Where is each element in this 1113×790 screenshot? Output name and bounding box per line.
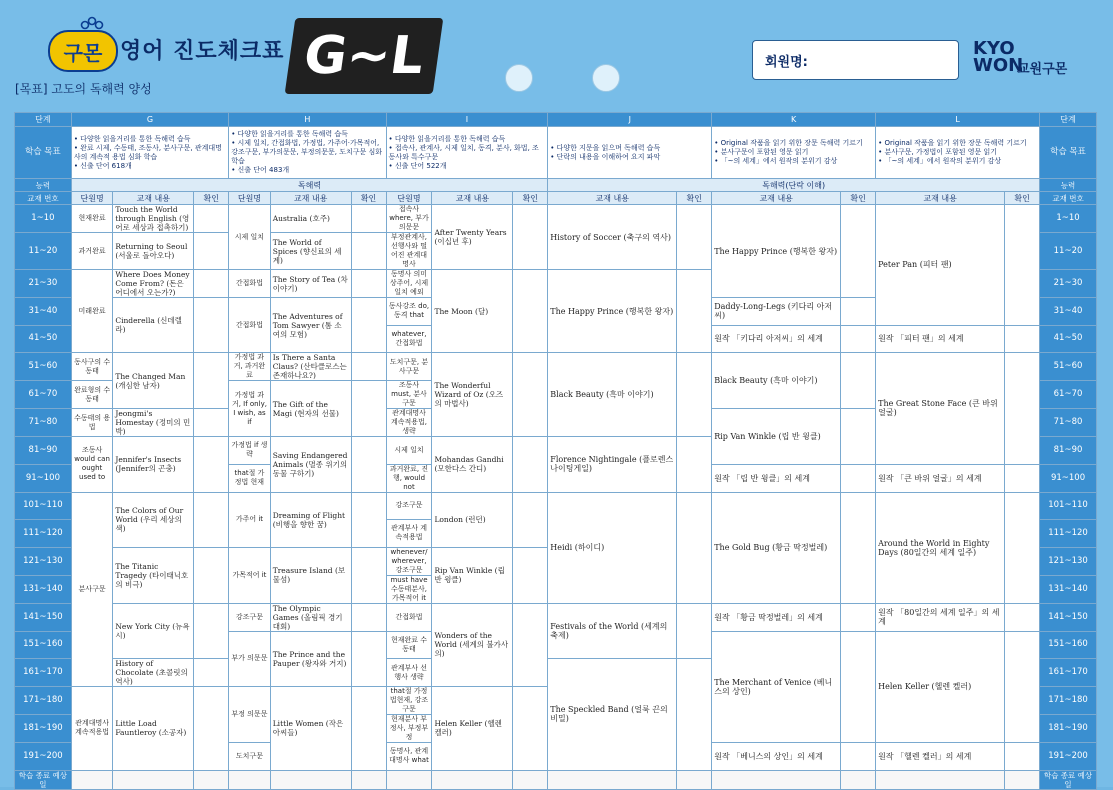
content-H_contents: The Olympic Games (올림픽 경기 대회) bbox=[270, 603, 351, 631]
number-cell: 121~130 bbox=[15, 547, 72, 575]
check-I[interactable] bbox=[513, 437, 548, 493]
check-I[interactable] bbox=[513, 687, 548, 771]
content-H_contents: Little Women (작은 아씨들) bbox=[270, 687, 351, 771]
ability-label-right: 능력 bbox=[1040, 179, 1097, 192]
check-K[interactable] bbox=[841, 464, 876, 492]
number-cell: 41~50 bbox=[15, 325, 72, 353]
number-cell-right: 1~10 bbox=[1040, 205, 1097, 233]
number-cell-right: 141~150 bbox=[1040, 603, 1097, 631]
unit-I: 관계부사 계속적용법 bbox=[386, 520, 432, 548]
content-I_contents: Helen Keller (헬렌 켈러) bbox=[432, 687, 513, 771]
number-cell-right: 151~160 bbox=[1040, 631, 1097, 659]
content-I_contents: London (런던) bbox=[432, 492, 513, 547]
unit-H: 시제 일치 bbox=[229, 205, 271, 270]
unit-H: 도치구문 bbox=[229, 743, 271, 771]
member-name-label: 회원명: bbox=[765, 55, 808, 70]
brand-kyo: KYO bbox=[973, 38, 1015, 59]
content-K_contents: 원작 「베니스의 상인」의 세계 bbox=[712, 743, 841, 771]
number-cell: 171~180 bbox=[15, 687, 72, 715]
check-K[interactable] bbox=[841, 353, 876, 409]
check-header: 확인 bbox=[841, 192, 876, 205]
goal-H: • 다양한 읽을거리를 통한 독해력 습득 • 시제 일치, 간접화법, 가정법, 가주어·가목적어, 강조구문, 부가의문문, 부정의문문, 도치구문 심화 학습 • 신출 단어 483개 bbox=[229, 127, 386, 179]
unit-H: 가목적어 it bbox=[229, 547, 271, 603]
content-I_contents: After Twenty Years (이십년 후) bbox=[432, 205, 513, 270]
check-K[interactable] bbox=[841, 603, 876, 631]
unit-H: 간접화법 bbox=[229, 270, 271, 298]
goal-I: • 다양한 읽을거리를 통한 독해력 습득 • 접속사, 관계사, 시제 일치, 동격, 분사, 화법, 조동사와 특수구문 • 신출 단어 522개 bbox=[386, 127, 548, 179]
goal-L: • Original 작품을 읽기 위한 장문 독해력 기르기 • 분사구문, 가정법이 포함된 영문 읽기 • 「~의 세계」에서 원작의 분위기 감상 bbox=[876, 127, 1040, 179]
number-cell-right: 61~70 bbox=[1040, 381, 1097, 409]
check-K[interactable] bbox=[841, 743, 876, 771]
content-L_contents: 원작 「80일간의 세계 일주」의 세계 bbox=[876, 603, 1005, 631]
content-G_contents: Jennifer's Insects (Jennifer의 곤충) bbox=[113, 437, 194, 493]
number-cell-right: 81~90 bbox=[1040, 437, 1097, 465]
number-cell: 131~140 bbox=[15, 575, 72, 603]
unit-I: 시제 일치 bbox=[386, 437, 432, 465]
content-H_contents: The Story of Tea (차 이야기) bbox=[270, 270, 351, 298]
content-J_contents: History of Soccer (축구의 역사) bbox=[548, 205, 677, 270]
unit-I: 동명사, 관계대명사 what bbox=[386, 743, 432, 771]
content-I_contents: Mohandas Gandhi (모한다스 간디) bbox=[432, 437, 513, 493]
number-cell: 101~110 bbox=[15, 492, 72, 520]
unit-H: 가정법 과거, 과거완료 bbox=[229, 353, 271, 381]
num-label: 교재 번호 bbox=[15, 192, 72, 205]
number-cell-right: 191~200 bbox=[1040, 743, 1097, 771]
number-cell: 151~160 bbox=[15, 631, 72, 659]
content-I_contents: Rip Van Winkle (립 반 윙클) bbox=[432, 547, 513, 603]
check-L[interactable] bbox=[1005, 205, 1040, 326]
check-G[interactable] bbox=[194, 298, 229, 353]
unit-I: 현재완료 수동태 bbox=[386, 631, 432, 659]
unit-I: 현재분사 부정사, 부정부정 bbox=[386, 715, 432, 743]
end-date-cell[interactable] bbox=[1005, 770, 1040, 789]
unit-I: 도치구문, 분사구문 bbox=[386, 353, 432, 381]
unit-H: that절 가정법 현재 bbox=[229, 464, 271, 492]
number-cell: 51~60 bbox=[15, 353, 72, 381]
content-I_contents: The Wonderful Wizard of Oz (오즈의 마법사) bbox=[432, 353, 513, 437]
check-H[interactable] bbox=[351, 603, 386, 631]
progress-table bbox=[14, 112, 1097, 790]
level-K: K bbox=[712, 113, 876, 127]
unit-G: 분사구문 bbox=[71, 492, 113, 687]
content-header: 교재 내용 bbox=[712, 192, 841, 205]
goal-text: [목표] 고도의 독해력 양성 bbox=[15, 82, 152, 96]
end-date-cell[interactable] bbox=[71, 770, 113, 789]
content-H_contents: Dreaming of Flight (비행을 향한 꿈) bbox=[270, 492, 351, 547]
content-G_contents: Jeongmi's Homestay (정미의 민박) bbox=[113, 409, 194, 437]
check-G[interactable] bbox=[194, 492, 229, 547]
content-G_contents: Where Does Money Come From? (돈은 어디에서 오는가?) bbox=[113, 270, 194, 298]
check-header: 확인 bbox=[194, 192, 229, 205]
content-L_contents: 원작 「헬렌 켈러」의 세계 bbox=[876, 743, 1005, 771]
content-L_contents: 원작 「큰 바위 얼굴」의 세계 bbox=[876, 464, 1005, 492]
logo-decoration-icon bbox=[80, 16, 104, 30]
unit-H: 부정 의문문 bbox=[229, 687, 271, 743]
content-H_contents: Is There a Santa Claus? (산타클로스는 존재하나요?) bbox=[270, 353, 351, 381]
check-header: 확인 bbox=[1005, 192, 1040, 205]
number-cell: 141~150 bbox=[15, 603, 72, 631]
content-L_contents: 원작 「피터 팬」의 세계 bbox=[876, 325, 1005, 353]
unit-I: 동사강조 do, 동격 that bbox=[386, 298, 432, 326]
number-cell-right: 51~60 bbox=[1040, 353, 1097, 381]
unit-I: 강조구문 bbox=[386, 492, 432, 520]
binder-hole-left bbox=[505, 64, 533, 92]
level-I: I bbox=[386, 113, 548, 127]
content-G_contents: The Colors of Our World (우리 세상의 색) bbox=[113, 492, 194, 547]
content-H_contents: Treasure Island (보물섬) bbox=[270, 547, 351, 603]
content-K_contents: The Merchant of Venice (베니스의 상인) bbox=[712, 631, 841, 743]
end-date-cell[interactable] bbox=[270, 770, 351, 789]
check-J[interactable] bbox=[677, 492, 712, 603]
number-cell: 161~170 bbox=[15, 659, 72, 687]
number-cell-right: 171~180 bbox=[1040, 687, 1097, 715]
check-H[interactable] bbox=[351, 687, 386, 771]
unit-G: 조동사 would can ought used to bbox=[71, 437, 113, 493]
check-H[interactable] bbox=[351, 233, 386, 270]
unit-I: 관계부사 선행사 생략 bbox=[386, 659, 432, 687]
number-cell: 61~70 bbox=[15, 381, 72, 409]
check-J[interactable] bbox=[677, 603, 712, 659]
content-K_contents: Rip Van Winkle (립 반 윙클) bbox=[712, 409, 841, 465]
ability-GHI: 독해력 bbox=[71, 179, 547, 192]
content-K_contents: The Happy Prince (행복한 왕자) bbox=[712, 205, 841, 298]
number-cell-right: 71~80 bbox=[1040, 409, 1097, 437]
content-J_contents: The Happy Prince (행복한 왕자) bbox=[548, 270, 677, 353]
unit-header: 단원명 bbox=[386, 192, 432, 205]
content-G_contents: The Titanic Tragedy (타이태닉호의 비극) bbox=[113, 547, 194, 603]
unit-header: 단원명 bbox=[71, 192, 113, 205]
unit-H: 가정법 과거, If only, I wish, as if bbox=[229, 381, 271, 437]
unit-H: 간접화법 bbox=[229, 298, 271, 353]
check-L[interactable] bbox=[1005, 743, 1040, 771]
check-header: 확인 bbox=[677, 192, 712, 205]
content-K_contents: Daddy-Long-Legs (키다리 아저씨) bbox=[712, 298, 841, 326]
content-L_contents: The Great Stone Face (큰 바위 얼굴) bbox=[876, 353, 1005, 465]
check-L[interactable] bbox=[1005, 325, 1040, 353]
content-G_contents: History of Chocolate (초콜릿의 역사) bbox=[113, 659, 194, 687]
level-badge: G~L bbox=[285, 18, 444, 94]
content-L_contents: Around the World in Eighty Days (80일간의 세계 일주) bbox=[876, 492, 1005, 603]
content-H_contents: The Gift of the Magi (현자의 선물) bbox=[270, 381, 351, 437]
unit-G: 수동태의 용법 bbox=[71, 409, 113, 437]
number-cell: 91~100 bbox=[15, 464, 72, 492]
check-L[interactable] bbox=[1005, 631, 1040, 743]
end-date-cell[interactable] bbox=[548, 770, 677, 789]
number-cell: 21~30 bbox=[15, 270, 72, 298]
member-name-field[interactable] bbox=[752, 40, 959, 80]
check-J[interactable] bbox=[677, 353, 712, 437]
check-header: 확인 bbox=[513, 192, 548, 205]
content-I_contents: Wonders of the World (세계의 불가사의) bbox=[432, 603, 513, 687]
unit-G: 미래완료 bbox=[71, 270, 113, 353]
check-L[interactable] bbox=[1005, 492, 1040, 603]
content-header: 교재 내용 bbox=[270, 192, 351, 205]
content-J_contents: The Speckled Band (얼룩 끈의 비밀) bbox=[548, 659, 677, 771]
number-cell-right: 41~50 bbox=[1040, 325, 1097, 353]
num-label-right: 교재 번호 bbox=[1040, 192, 1097, 205]
check-K[interactable] bbox=[841, 325, 876, 353]
content-K_contents: 원작 「립 반 윙클」의 세계 bbox=[712, 464, 841, 492]
content-K_contents: The Gold Bug (황금 딱정벌레) bbox=[712, 492, 841, 603]
kumon-logo: 구몬 bbox=[48, 30, 118, 72]
level-L: L bbox=[876, 113, 1040, 127]
check-I[interactable] bbox=[513, 547, 548, 603]
content-K_contents: Black Beauty (흑마 이야기) bbox=[712, 353, 841, 409]
content-H_contents: The Prince and the Pauper (왕자와 거지) bbox=[270, 631, 351, 687]
check-H[interactable] bbox=[351, 270, 386, 298]
unit-G: 관계대명사 계속적용법 bbox=[71, 687, 113, 771]
content-header: 교재 내용 bbox=[432, 192, 513, 205]
end-date-cell[interactable] bbox=[876, 770, 1005, 789]
number-cell: 191~200 bbox=[15, 743, 72, 771]
end-date-cell[interactable] bbox=[386, 770, 432, 789]
check-H[interactable] bbox=[351, 492, 386, 547]
check-G[interactable] bbox=[194, 659, 229, 687]
end-date-cell[interactable] bbox=[513, 770, 548, 789]
unit-I: 과거완료, 진행, would not bbox=[386, 464, 432, 492]
number-cell: 1~10 bbox=[15, 205, 72, 233]
number-cell-right: 101~110 bbox=[1040, 492, 1097, 520]
kyowon-brand bbox=[973, 38, 1068, 77]
content-I_contents: The Moon (달) bbox=[432, 270, 513, 353]
binder-hole-right bbox=[592, 64, 620, 92]
check-H[interactable] bbox=[351, 298, 386, 353]
content-header: 교재 내용 bbox=[548, 192, 677, 205]
unit-I: whenever/ wherever, 강조구문 bbox=[386, 547, 432, 575]
unit-I: 부정관계사, 선행사와 떨어진 관계대명사 bbox=[386, 233, 432, 270]
number-cell: 11~20 bbox=[15, 233, 72, 270]
check-K[interactable] bbox=[841, 492, 876, 603]
unit-H: 강조구문 bbox=[229, 603, 271, 631]
unit-I: 조동사 must, 분사구문 bbox=[386, 381, 432, 409]
stage-label-right: 단계 bbox=[1040, 113, 1097, 127]
check-L[interactable] bbox=[1005, 464, 1040, 492]
unit-H: 가주어 it bbox=[229, 492, 271, 547]
unit-I: must have 수동태분사, 가목적어 it bbox=[386, 575, 432, 603]
check-H[interactable] bbox=[351, 547, 386, 603]
content-G_contents: Returning to Seoul (서울로 돌아오다) bbox=[113, 233, 194, 270]
number-cell-right: 131~140 bbox=[1040, 575, 1097, 603]
check-K[interactable] bbox=[841, 205, 876, 298]
content-L_contents: Peter Pan (피터 팬) bbox=[876, 205, 1005, 326]
check-G[interactable] bbox=[194, 233, 229, 270]
number-cell-right: 121~130 bbox=[1040, 547, 1097, 575]
unit-G: 동사구의 수동태 bbox=[71, 353, 113, 381]
check-I[interactable] bbox=[513, 353, 548, 437]
check-I[interactable] bbox=[513, 603, 548, 687]
unit-G: 과거완료 bbox=[71, 233, 113, 270]
content-L_contents: Helen Keller (헬렌 켈러) bbox=[876, 631, 1005, 743]
end-date-cell[interactable] bbox=[351, 770, 386, 789]
end-label: 학습 종료 예상일 bbox=[15, 770, 72, 789]
end-date-cell[interactable] bbox=[712, 770, 841, 789]
check-H[interactable] bbox=[351, 353, 386, 381]
check-I[interactable] bbox=[513, 492, 548, 547]
end-date-cell[interactable] bbox=[113, 770, 194, 789]
brand-korean: 교원구몬 bbox=[1017, 62, 1068, 77]
check-H[interactable] bbox=[351, 381, 386, 437]
check-G[interactable] bbox=[194, 205, 229, 233]
content-G_contents: Touch the World through English (영어로 세상과 접촉하기) bbox=[113, 205, 194, 233]
number-cell-right: 91~100 bbox=[1040, 464, 1097, 492]
unit-I: 접속사 where, 부가의문문 bbox=[386, 205, 432, 233]
number-cell: 181~190 bbox=[15, 715, 72, 743]
brand-won: WON bbox=[973, 55, 1024, 76]
unit-header: 단원명 bbox=[229, 192, 271, 205]
content-J_contents: Heidi (하이디) bbox=[548, 492, 677, 603]
content-K_contents: 원작 「황금 딱정벌레」의 세계 bbox=[712, 603, 841, 631]
content-J_contents: Festivals of the World (세계의 축제) bbox=[548, 603, 677, 659]
number-cell-right: 21~30 bbox=[1040, 270, 1097, 298]
check-G[interactable] bbox=[194, 270, 229, 298]
number-cell: 71~80 bbox=[15, 409, 72, 437]
content-K_contents: 원작 「키다리 아저씨」의 세계 bbox=[712, 325, 841, 353]
level-H: H bbox=[229, 113, 386, 127]
goal-G: • 다양한 읽을거리를 통한 독해력 습득 • 완료 시제, 수동태, 조동사, 분사구문, 관계대명사의 계속적 용법 심화 학습 • 신출 단어 618개 bbox=[71, 127, 228, 179]
unit-I: 관계대명사 계속적용법, 생략 bbox=[386, 409, 432, 437]
check-H[interactable] bbox=[351, 437, 386, 493]
number-cell-right: 11~20 bbox=[1040, 233, 1097, 270]
stage-label: 단계 bbox=[15, 113, 72, 127]
end-date-cell[interactable] bbox=[432, 770, 513, 789]
goal-label-right: 학습 목표 bbox=[1040, 127, 1097, 179]
content-H_contents: The World of Spices (향신료의 세계) bbox=[270, 233, 351, 270]
goal-label: 학습 목표 bbox=[15, 127, 72, 179]
content-header: 교재 내용 bbox=[113, 192, 194, 205]
check-I[interactable] bbox=[513, 205, 548, 270]
header bbox=[0, 0, 1113, 112]
check-G[interactable] bbox=[194, 409, 229, 437]
number-cell-right: 181~190 bbox=[1040, 715, 1097, 743]
content-G_contents: Cinderella (신데렐라) bbox=[113, 298, 194, 353]
content-J_contents: Florence Nightingale (플로렌스 나이팅게일) bbox=[548, 437, 677, 493]
check-G[interactable] bbox=[194, 687, 229, 771]
check-L[interactable] bbox=[1005, 603, 1040, 631]
end-label-right: 학습 종료 예상일 bbox=[1040, 770, 1097, 789]
end-date-cell[interactable] bbox=[677, 770, 712, 789]
page-title: 영어 진도체크표 bbox=[120, 39, 285, 64]
unit-H: 가정법 if 생략 bbox=[229, 437, 271, 465]
number-cell-right: 161~170 bbox=[1040, 659, 1097, 687]
check-G[interactable] bbox=[194, 603, 229, 659]
content-G_contents: The Changed Man (개심한 남자) bbox=[113, 353, 194, 409]
content-G_contents: Little Load Fauntleroy (소공자) bbox=[113, 687, 194, 771]
number-cell: 31~40 bbox=[15, 298, 72, 326]
check-I[interactable] bbox=[513, 270, 548, 353]
goal-J: • 다양한 지문을 읽으며 독해력 습득 • 단락의 내용을 이해하여 요지 파악 bbox=[548, 127, 712, 179]
check-K[interactable] bbox=[841, 409, 876, 465]
end-date-cell[interactable] bbox=[229, 770, 271, 789]
check-J[interactable] bbox=[677, 270, 712, 353]
unit-I: 동명사 의미상주어, 시제 일치 예외 bbox=[386, 270, 432, 298]
goal-K: • Original 작품을 읽기 위한 장문 독해력 기르기 • 분사구문이 포함된 영문 읽기 • 「~의 세계」에서 원작의 분위기 감상 bbox=[712, 127, 876, 179]
content-J_contents: Black Beauty (흑마 이야기) bbox=[548, 353, 677, 437]
unit-I: that절 가정법현재, 강조구문 bbox=[386, 687, 432, 715]
unit-H: 부가 의문문 bbox=[229, 631, 271, 687]
check-G[interactable] bbox=[194, 547, 229, 603]
content-H_contents: The Adventures of Tom Sawyer (톰 소여의 모험) bbox=[270, 298, 351, 353]
check-H[interactable] bbox=[351, 631, 386, 687]
check-header: 확인 bbox=[351, 192, 386, 205]
content-H_contents: Australia (호주) bbox=[270, 205, 351, 233]
level-G: G bbox=[71, 113, 228, 127]
end-date-cell[interactable] bbox=[841, 770, 876, 789]
number-cell-right: 111~120 bbox=[1040, 520, 1097, 548]
unit-I: whatever, 간접화법 bbox=[386, 325, 432, 353]
check-J[interactable] bbox=[677, 437, 712, 493]
number-cell: 111~120 bbox=[15, 520, 72, 548]
check-H[interactable] bbox=[351, 205, 386, 233]
end-date-cell[interactable] bbox=[194, 770, 229, 789]
level-J: J bbox=[548, 113, 712, 127]
content-H_contents: Saving Endangered Animals (멸종 위기의 동물 구하기) bbox=[270, 437, 351, 493]
check-K[interactable] bbox=[841, 298, 876, 326]
unit-I: 간접화법 bbox=[386, 603, 432, 631]
check-K[interactable] bbox=[841, 631, 876, 743]
check-L[interactable] bbox=[1005, 353, 1040, 465]
content-header: 교재 내용 bbox=[876, 192, 1005, 205]
ability-JKL: 독해력(단락 이해) bbox=[548, 179, 1040, 192]
number-cell: 81~90 bbox=[15, 437, 72, 465]
ability-label: 능력 bbox=[15, 179, 72, 192]
content-G_contents: New York City (뉴욕시) bbox=[113, 603, 194, 659]
unit-G: 완료형의 수동태 bbox=[71, 381, 113, 409]
check-G[interactable] bbox=[194, 353, 229, 409]
unit-G: 현재완료 bbox=[71, 205, 113, 233]
check-J[interactable] bbox=[677, 205, 712, 270]
check-G[interactable] bbox=[194, 437, 229, 493]
number-cell-right: 31~40 bbox=[1040, 298, 1097, 326]
check-J[interactable] bbox=[677, 659, 712, 771]
